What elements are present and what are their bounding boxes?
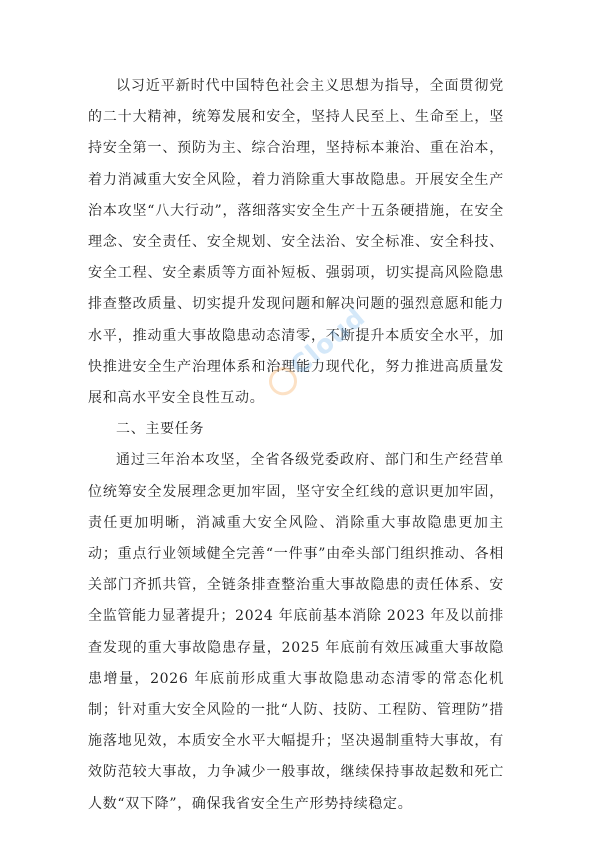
section-heading: 二、主要任务: [116, 421, 205, 438]
document-body: [88, 71, 504, 820]
intro-paragraph: 以习近平新时代中国特色社会主义思想为指导，全面贯彻党的二十大精神，统筹发展和安全，坚持人民至上、生命至上，坚持安全第一、预防为主、综合治理，坚持标本兼治、重在治本，着力消减重大安全风险，着力消除重大事故隐患。开展安全生产治本攻坚“八大行动”，落细落实安全生产十五条硬措施，在安全理念、安全责任、安全规划、安全法治、安全标准、安全科技、安全工程、安全素质等方面补短板、强弱项，切实提高风险隐患排查整改质量、切实提升发现问题和解决问题的强烈意愿和能力水平，推动重大事故隐患动态清零，不断提升本质安全水平，加快推进安全生产治理体系和治理能力现代化，努力推进高质量发展和高水平安全良性互动。: [88, 78, 504, 407]
section-paragraph: 通过三年治本攻坚，全省各级党委政府、部门和生产经营单位统筹安全发展理念更加牢固，坚守安全红线的意识更加牢固，责任更加明晰，消减重大安全风险、消除重大事故隐患更加主动；重点行业领域健全完善“一件事”由牵头部门组织推动、各相关部门齐抓共管，全链条排查整治重大事故隐患的责任体系、安全监管能力显著提升；2024 年底前基本消除 2023 年及以前排查发现的重大事故隐患存量，2025 年底前有效压减重大事故隐患增量，2026 年底前形成重大事故隐患动态清零的常态化机制；针对重大安全风险的一批“人防、技防、工程防、管理防”措施落地见效，本质安全水平大幅提升；坚决遏制重特大事故，有效防范较大事故，力争减少一般事故，继续保持事故起数和死亡人数“双下降”，确保我省安全生产形势持续稳定。: [88, 452, 504, 812]
watermark-text: Cloud: [284, 302, 372, 382]
